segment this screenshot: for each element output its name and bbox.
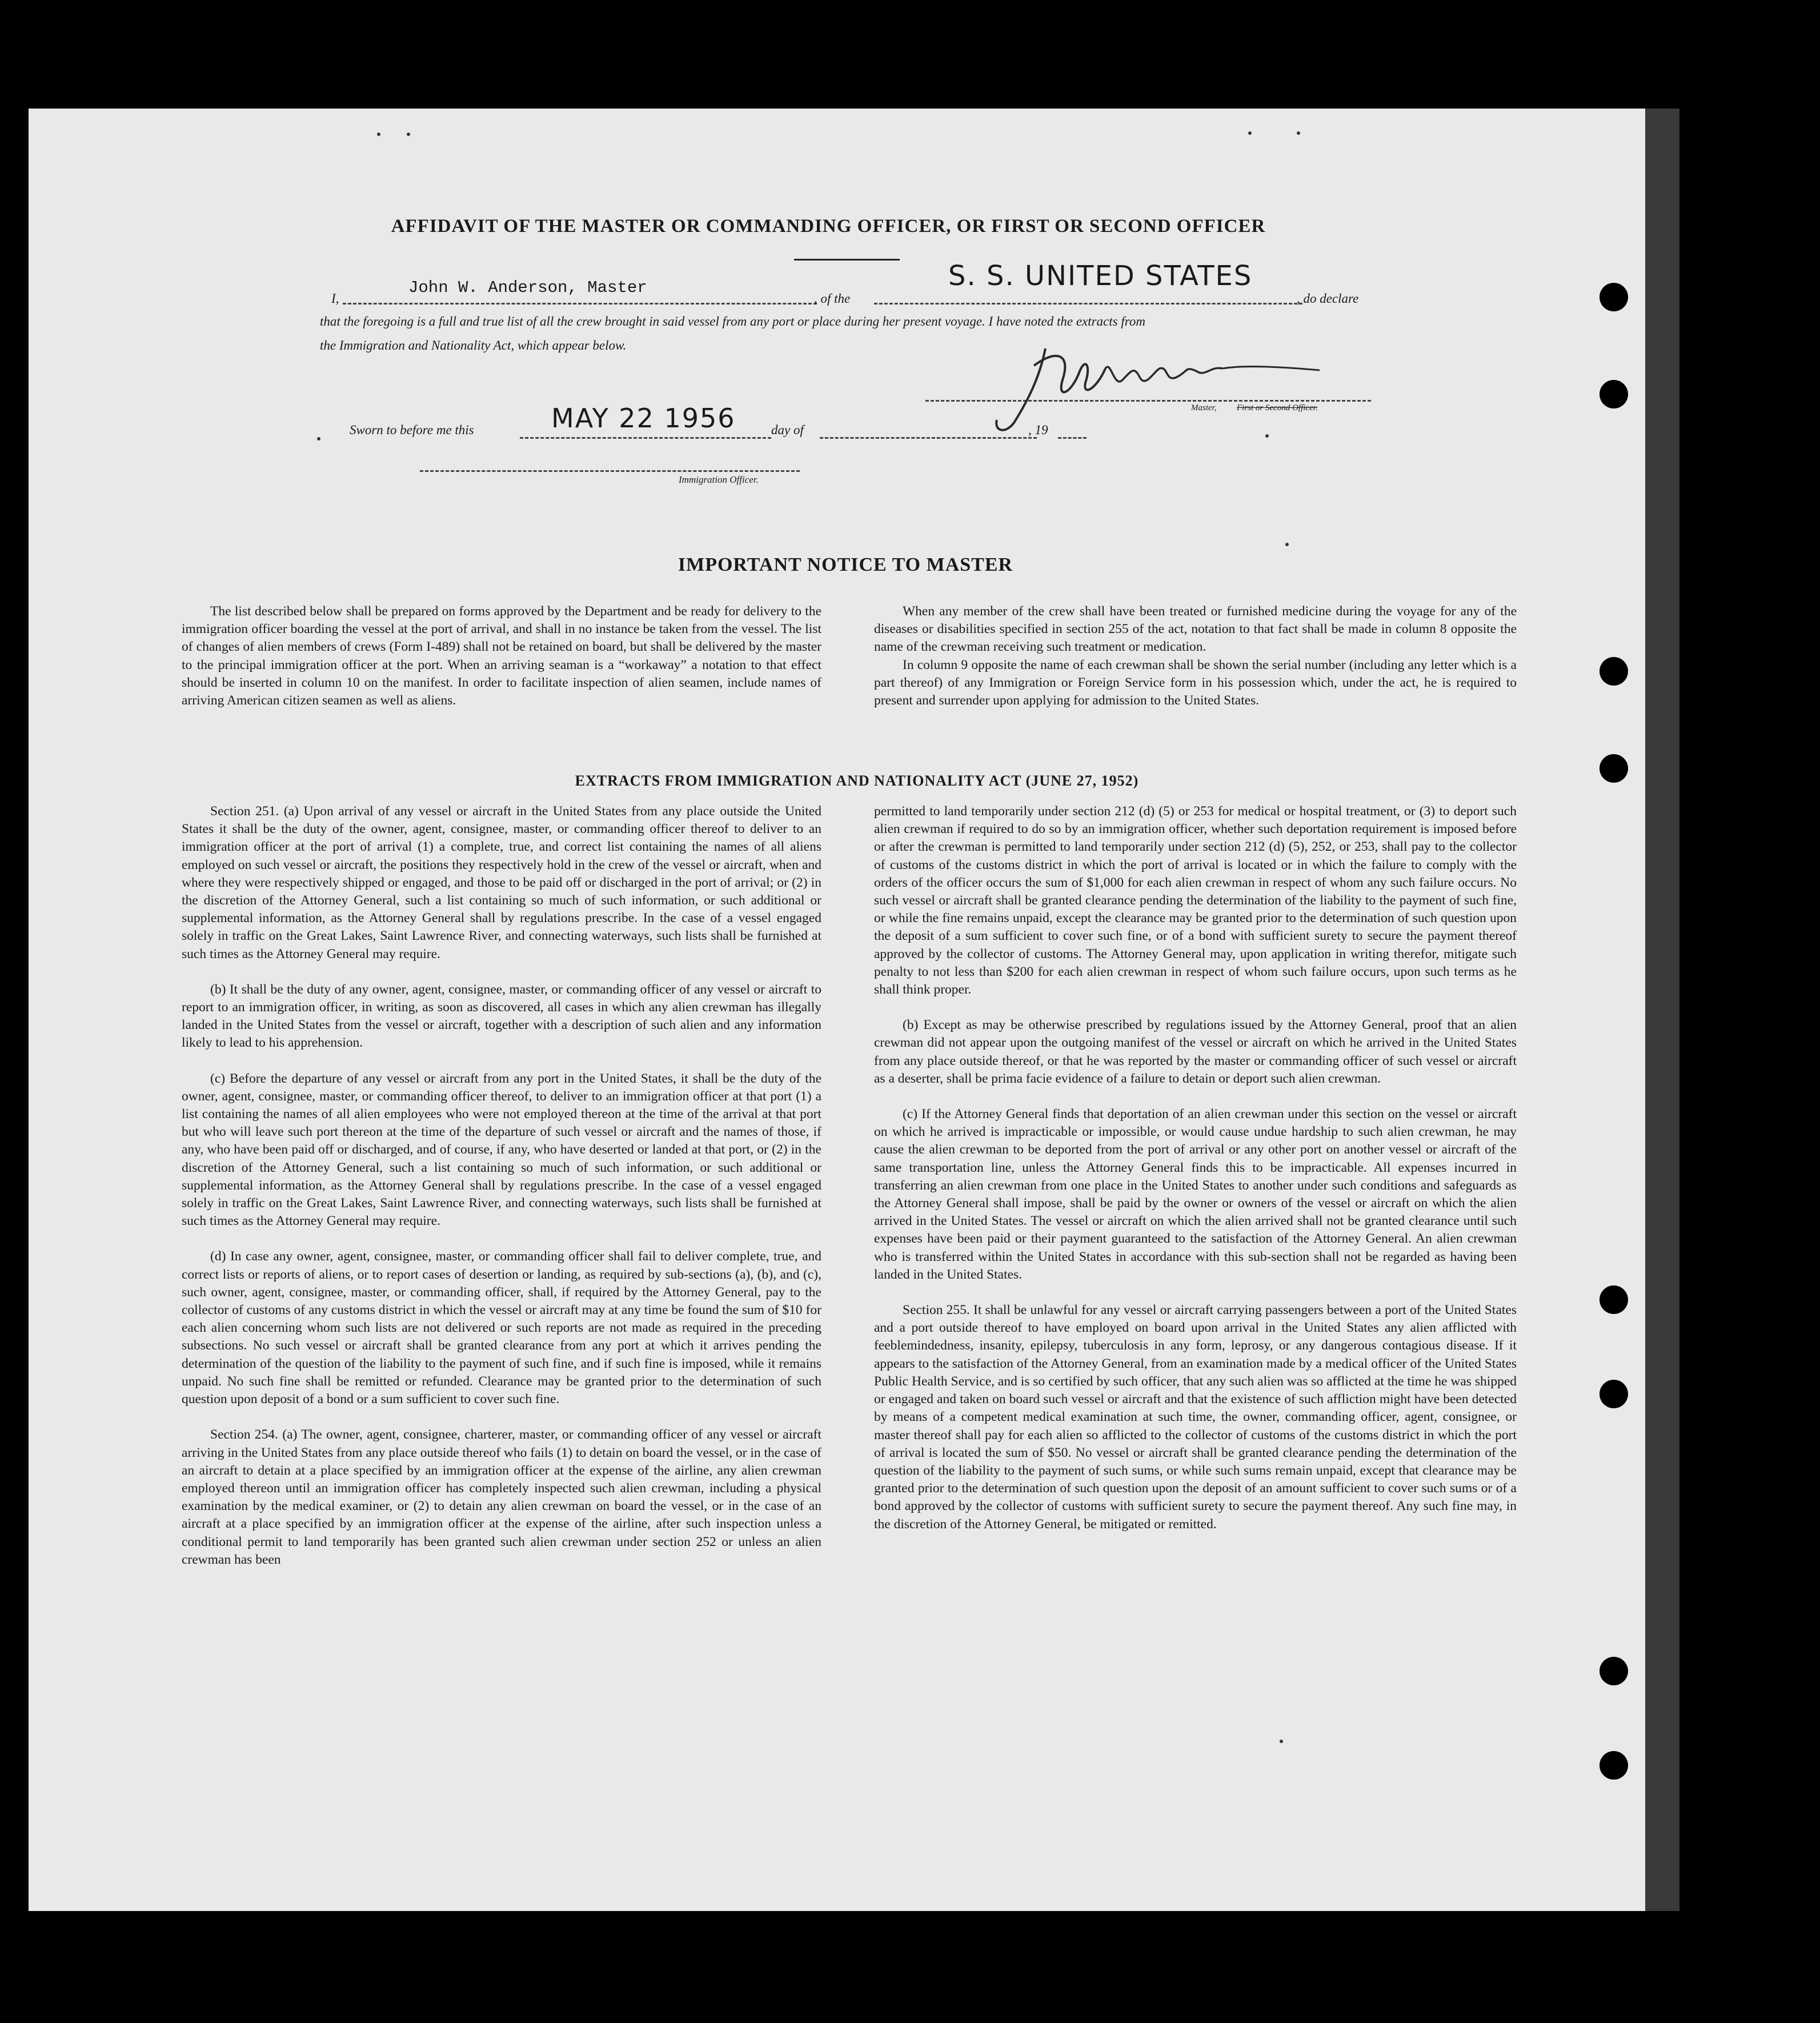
punch-hole bbox=[1599, 1285, 1628, 1314]
officer-caption: Immigration Officer. bbox=[679, 474, 759, 485]
section-251-d: (d) In case any owner, agent, consignee, master, or commanding officer shall fail to deliver complete, true, and correct lists or reports of aliens, or to report cases of desertion or landing, as required by sub-sections (a), (b), and (c), such owner, agent, consignee, master, or commanding officer, shall, if required by the Attorney General, pay to the collector of customs of any customs district in which the vessel or aircraft may at any time be found the sum of $10 for each alien concerning whom such lists are not delivered or such reports are not made as required in the preceding subsections. No such vessel or aircraft shall be granted clearance from any port at which it arrives pending the determination of the question of the liability to the payment of such fine, and if such fine is imposed, while it remains unpaid. No such fine shall be remitted or refunded. Clearance may be granted prior to the determination of such question upon deposit of a bond or a sum sufficient to cover such fine. bbox=[182, 1249, 821, 1407]
section-254-a: Section 254. (a) The owner, agent, consignee, charterer, master, or commanding officer of any vessel or aircraft arriving in the United States from any place outside thereof who fails (1) to detain on board the vessel, or in the case of an aircraft to detain at a place specified by an immigration officer at the expense of the airline, any alien crewman employed thereon until an immigration officer has completely inspected such alien crewman, including a physical examination by the medical examiner, or (2) to detain any alien crewman on board the vessel, or in the case of an aircraft at a place specified by an immigration officer at the expense of the airline, after such inspection unless a conditional permit to land temporarily has been granted such alien crewman under section 252 or unless an alien crewman has been bbox=[182, 1427, 821, 1567]
declaration-statement-line1: that the foregoing is a full and true list of all the crew brought in said vessel from any port or place during her present voyage. I have noted the extracts from bbox=[320, 314, 1145, 329]
speck bbox=[407, 133, 410, 136]
extracts-title: EXTRACTS FROM IMMIGRATION AND NATIONALITY ACT (JUNE 27, 1952) bbox=[575, 772, 1139, 789]
do-declare-label: , do declare bbox=[1297, 291, 1359, 306]
section-254-a-continued: permitted to land temporarily under section 212 (d) (5) or 253 for medical or hospital treatment, or (3) to deport such alien crewman if required to do so by an immigration officer, whether such deportation requirement is imposed before or after the crewman is permitted to land temporarily under section 212 (d) (5), 252, or 253, shall pay to the collector of customs of the customs district in which the port of arrival is located or in which the failure to comply with the orders of the officer occurs the sum of $1,000 for each alien crewman in respect of whom any such failure occurs. No such vessel or aircraft shall be granted clearance pending the determination of the liability to the payment of such fine, or while the fine remains unpaid, except the clearance may be granted prior to the determination of such question upon the deposit of a sum sufficient to cover such fine, or of a bond with sufficient surety to secure the payment thereof approved by the collector of customs. The Attorney General may, upon application in writing therefor, mitigate such penalty to not less than $200 for each alien crewman in respect of whom such failure occurs, upon such terms as he shall think proper. bbox=[874, 804, 1517, 998]
master-signature bbox=[971, 326, 1342, 440]
title-rule bbox=[794, 259, 900, 261]
notice-right-column bbox=[874, 603, 1517, 727]
notice-right-paragraph-1: When any member of the crew shall have been treated or furnished medicine during the voyage for any of the diseases or disabilities specified in section 255 of the act, notation to that fact shall be made in column 8 opposite the name of the crewman receiving such treatment or medication. bbox=[874, 604, 1517, 655]
year-prefix: , 19 bbox=[1028, 423, 1048, 437]
punch-hole bbox=[1599, 1751, 1628, 1780]
page-edge-shadow bbox=[1645, 109, 1679, 1911]
speck bbox=[377, 133, 380, 136]
extracts-left-column bbox=[182, 803, 821, 1587]
of-the-label: , of the bbox=[814, 291, 851, 306]
declarant-name: John W. Anderson, Master bbox=[408, 278, 647, 297]
declaration-statement-line2: the Immigration and Nationality Act, which appear below. bbox=[320, 338, 627, 352]
notice-right-paragraph-2: In column 9 opposite the name of each crewman shall be shown the serial number (including any letter which is a part thereof) of any Immigration or Foreign Service form in his possession which, under the act, he is required to present and surrender upon applying for admission to the United States. bbox=[874, 657, 1517, 708]
speck bbox=[1248, 131, 1252, 135]
section-251-a: Section 251. (a) Upon arrival of any vessel or aircraft in the United States from any place outside the United States it shall be the duty of the owner, agent, consignee, master, or commanding officer thereof to deliver to an immigration officer at the port of arrival (1) a complete, true, and correct list containing the names of all aliens employed on such vessel or aircraft, the positions they respectively hold in the crew of the vessel or aircraft, when and where they were respectively shipped or engaged, and those to be paid off or discharged in the port of arrival; or (2) in the discretion of the Attorney General, such a list containing so much of such information, or such additional or supplemental information, as the Attorney General shall by regulations prescribe. In the case of a vessel engaged solely in traffic on the Great Lakes, Saint Lawrence River, and connecting waterways, such lists shall be furnished at such times as the Attorney General may require. bbox=[182, 804, 821, 962]
speck bbox=[1280, 1740, 1283, 1743]
punch-hole bbox=[1599, 1657, 1628, 1685]
section-251-c: (c) Before the departure of any vessel or aircraft from any port in the United States, it shall be the duty of the owner, agent, consignee, master, or commanding officer thereof, to deliver to an immigration officer at that port (1) a list containing the names of all alien employees who were not employed thereon at the time of the arrival at that port but who will leave such port thereon at the time of the departure of such vessel or aircraft and the names of those, if any, who have been paid off or discharged, and of course, if any, who have deserted or landed at that port, or (2) in the discretion of the Attorney General, such a list containing so much of such information, or such additional or supplemental information, as the Attorney General shall by regulations prescribe. In the case of a vessel engaged solely in traffic on the Great Lakes, Saint Lawrence River, and connecting waterways, such lists shall be furnished at such times as the Attorney General may require. bbox=[182, 1071, 821, 1229]
speck bbox=[1285, 543, 1289, 546]
notice-left-paragraph: The list described below shall be prepared on forms approved by the Department and be ready for delivery to the immigration officer boarding the vessel at the port of arrival, and shall in no instance be taken from the vessel. The list of changes of alien members of crews (Form I-489) shall not be retained on board, but shall be delivered by the master to the principal immigration officer at the port. When an arriving seaman is a “workaway” a notation to that effect should be inserted in column 10 on the manifest. In order to facilitate inspection of alien seamen, include names of arriving American citizen seamen as well as aliens. bbox=[182, 604, 821, 708]
notice-title: IMPORTANT NOTICE TO MASTER bbox=[678, 554, 1013, 575]
i-label: I, bbox=[331, 291, 339, 306]
punch-hole bbox=[1599, 380, 1628, 408]
day-of-label: day of bbox=[771, 423, 804, 437]
punch-hole bbox=[1599, 657, 1628, 686]
section-251-b: (b) It shall be the duty of any owner, agent, consignee, master, or commanding officer of any vessel or aircraft to report to an immigration officer, in writing, as soon as discovered, all cases in which any alien crewman has illegally landed in the United States from the vessel or aircraft, together with a description of such alien and any information likely to lead to his apprehension. bbox=[182, 982, 821, 1051]
officer-signature-line bbox=[420, 470, 800, 472]
month-line bbox=[820, 437, 1037, 439]
signature-caption-master: Master, bbox=[1191, 403, 1217, 412]
affidavit-title: AFFIDAVIT OF THE MASTER OR COMMANDING OFFICER, OR FIRST OR SECOND OFFICER bbox=[391, 216, 1266, 237]
sworn-label: Sworn to before me this bbox=[350, 423, 474, 437]
vessel-line bbox=[874, 303, 1302, 305]
punch-hole bbox=[1599, 754, 1628, 783]
declarant-line bbox=[343, 303, 817, 305]
section-254-c: (c) If the Attorney General finds that deportation of an alien crewman under this section on the vessel or aircraft on which he arrived is impracticable or impossible, or would cause undue hardship to such alien crewman, he may cause the alien crewman to be deported from the port of arrival or any other port on another vessel or aircraft of the same transportation line, unless the Attorney General finds this to be impracticable. All expenses incurred in transferring an alien crewman from one place in the United States to another under such conditions and safeguards as the Attorney General shall impose, shall be paid by the owner or owners of the vessel or aircraft on which the alien arrived in the United States. The vessel or aircraft on which the alien arrived shall not be granted clearance until such expenses have been paid or their payment guaranteed to the satisfaction of the Attorney General. An alien crewman who is transferred within the United States in accordance with this sub-section shall not be regarded as having been landed in the United States. bbox=[874, 1107, 1517, 1282]
year-line bbox=[1058, 437, 1087, 439]
speck bbox=[1297, 131, 1300, 135]
punch-hole bbox=[1599, 283, 1628, 311]
punch-hole bbox=[1599, 1380, 1628, 1408]
section-254-b: (b) Except as may be otherwise prescribed by regulations issued by the Attorney General, proof that an alien crewman did not appear upon the outgoing manifest of the vessel or aircraft on which he arrived in the United States from any place outside thereof, or that he was reported by the master or commanding officer of such vessel or aircraft as a deserter, shall be prima facie evidence of a failure to detain or deport such alien crewman. bbox=[874, 1017, 1517, 1086]
notice-left-column bbox=[182, 603, 821, 727]
sworn-day-line bbox=[520, 437, 771, 439]
sworn-date-stamp: MAY 22 1956 bbox=[551, 403, 736, 434]
section-255: Section 255. It shall be unlawful for any vessel or aircraft carrying passengers between a port of the United States and a port outside thereof to have employed on board upon arrival in the United States any alien afflicted with feeblemindedness, insanity, epilepsy, tuberculosis in any form, leprosy, or any dangerous contagious disease. If it appears to the satisfaction of the Attorney General, from an examination made by a medical officer of the United States Public Health Service, and is so certified by such officer, that any such alien was so afflicted at the time he was shipped or engaged and taken on board such vessel or aircraft and that the existence of such affliction might have been detected by means of a competent medical examination at such time, the owner, commanding officer, agent, consignee, or master thereof shall pay for each alien so afflicted to the collector of customs of the customs district in which the port of arrival is located the sum of $50. No vessel or aircraft shall be granted clearance pending the determination of the question of the liability to the payment of such sums, or while such sums remain unpaid, except that clearance may be granted prior to the determination of such question upon the deposit of an amount sufficient to cover such sums or of a bond approved by the collector of customs with sufficient surety to secure the payment thereof. Any such fine may, in the discretion of the Attorney General, be mitigated or remitted. bbox=[874, 1303, 1517, 1532]
speck bbox=[317, 437, 320, 440]
vessel-name: S. S. UNITED STATES bbox=[948, 260, 1253, 292]
signature-caption-struck: First or Second Officer. bbox=[1237, 403, 1318, 412]
extracts-right-column bbox=[874, 803, 1517, 1551]
